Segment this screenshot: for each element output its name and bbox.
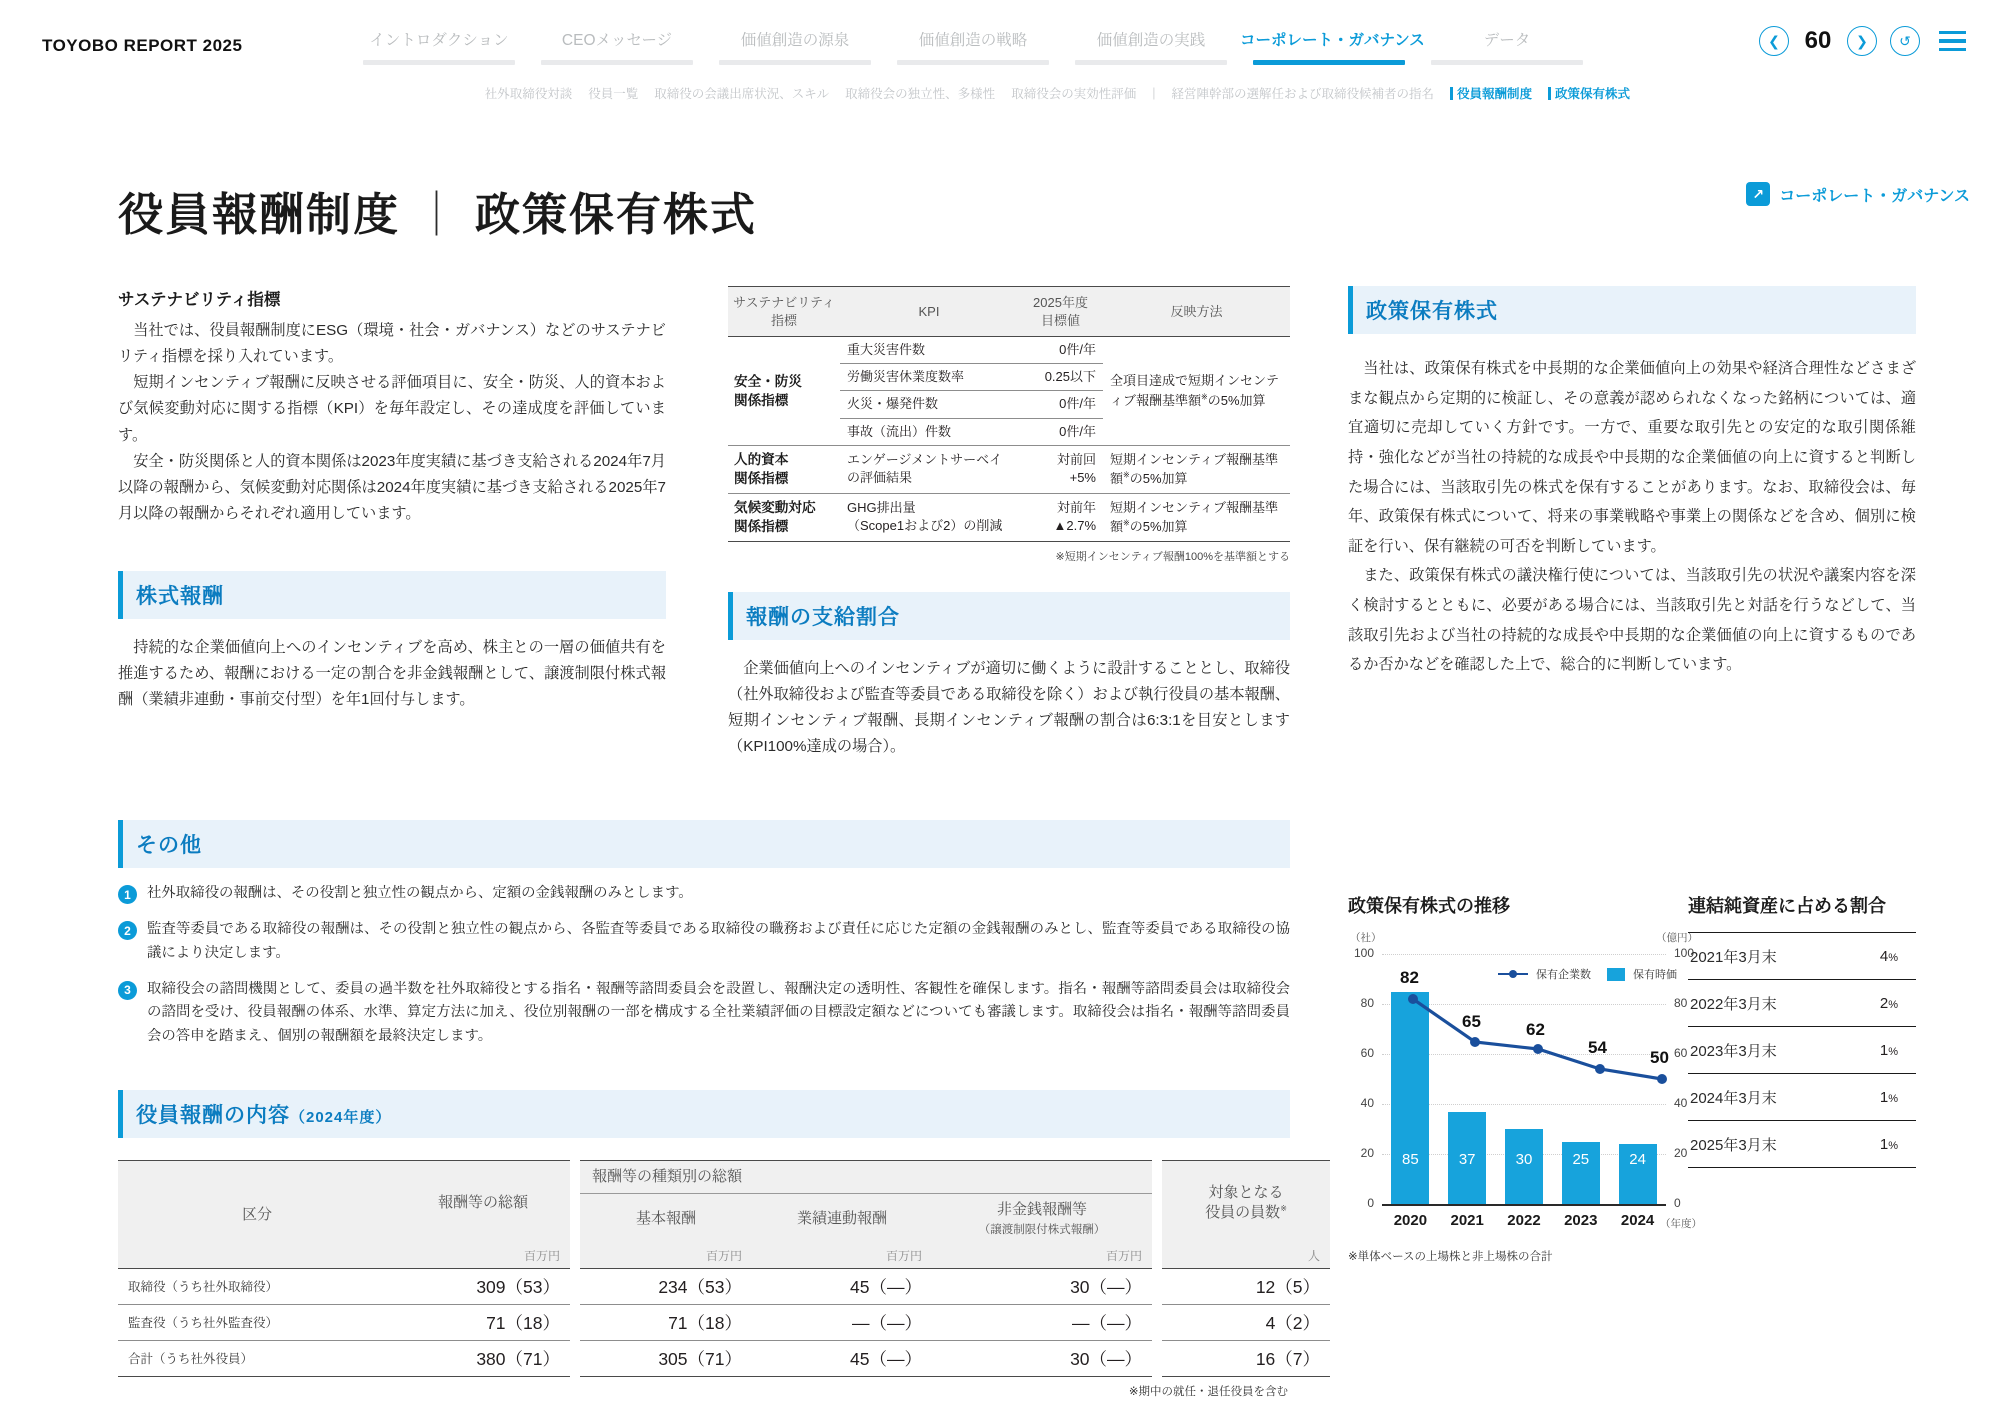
kpi-table [728, 286, 1290, 542]
comp-header-row-1 [118, 1161, 1330, 1194]
chart-ytick-left: 20 [1360, 1146, 1374, 1160]
ratio-table-section [1688, 892, 1916, 1168]
chart-bar-cell [1505, 1129, 1543, 1204]
comp-col-spacer [570, 1161, 580, 1269]
chart-ytick-right: 20 [1674, 1146, 1688, 1160]
chart-title: 政策保有株式の推移 [1348, 896, 1510, 916]
ratio-value-number: 4 [1879, 948, 1889, 965]
subnav-item-remuneration-system[interactable]: 役員報酬制度 [1450, 84, 1532, 102]
ratio-value-number: 1 [1879, 1042, 1889, 1059]
comp-header-group: 報酬等の種類別の総額 [580, 1161, 1152, 1194]
kpi-table-header-row [728, 287, 1290, 337]
kpi-method-text: の5%加算 [1129, 519, 1188, 535]
comp-header-nonmoney-main: 非金銭報酬等 [997, 1200, 1088, 1218]
nav-label: CEOメッセージ [561, 32, 673, 49]
others-list [118, 882, 1290, 1048]
page-header [0, 0, 2000, 100]
ratio-value-unit: % [1888, 1093, 1898, 1105]
kpi-method-text: 全項目達成で短期インセンティブ報酬基準額 [1110, 373, 1280, 408]
kpi-header-line: 指標 [770, 312, 797, 328]
stock-comp-heading: 株式報酬 [136, 585, 224, 609]
policy-stock-paragraph: 当社は、政策保有株式を中長期的な企業価値向上の効果や経済合理性などさまざまな観点から定期的に検証し、その意義が認められなくなった銘柄については、適宜適切に売却していく方針です。一方で、重要な取引先との安定的な取引関係維持・強化などが当社の持続的な成長や中長期的な企業価値の向上に資すると判断した場合には、当該取引先の株式を保有することがあります。なお、取締役会は、毎年、政策保有株式について、将来の事業戦略や事業上の関係などを含め、個別に検証を行い、保有継続の可否を判断しています。 [1348, 360, 1916, 555]
others-section [118, 820, 1290, 1061]
nav-item-value-creation-source[interactable] [706, 28, 884, 65]
policy-stock-body [1348, 354, 1916, 680]
kpi-target [1018, 445, 1103, 493]
chart-bar-cell [1562, 1142, 1600, 1204]
comp-cell-nonmoney: 30（—） [932, 1268, 1152, 1304]
others-list-item [118, 918, 1290, 965]
subnav-divider: | [1152, 86, 1156, 100]
nav-label: 価値創造の戦略 [918, 32, 1028, 49]
comp-cell-nonmoney: —（—） [932, 1304, 1152, 1340]
prev-page-icon[interactable]: ❮ [1759, 26, 1789, 56]
comp-cell-perf: 45（—） [752, 1340, 932, 1376]
ratio-value [1849, 1074, 1916, 1121]
ratio-value-unit: % [1888, 952, 1898, 964]
ratio-period: 2021年3月末 [1688, 933, 1849, 980]
comp-cell-total: 309（53） [396, 1268, 570, 1304]
comp-col-spacer [570, 1340, 580, 1376]
ratio-value-unit: % [1888, 999, 1898, 1011]
ratio-value [1849, 1121, 1916, 1168]
subnav-item-policy-shareholdings[interactable]: 政策保有株式 [1548, 84, 1630, 102]
kpi-name-line: エンゲージメントサーベイ [847, 452, 1003, 468]
kpi-name: 労働災害休業度数率 [840, 364, 1018, 391]
comp-header-kubun: 区分 [118, 1161, 396, 1269]
comp-unit-count: 人 [1162, 1245, 1330, 1269]
comp-unit-nonmoney: 百万円 [932, 1245, 1152, 1269]
nav-item-corporate-governance[interactable] [1240, 28, 1425, 65]
comp-unit-perf: 百万円 [752, 1245, 932, 1269]
ratio-value-number: 1 [1879, 1089, 1889, 1106]
chart-bar-cell [1619, 1144, 1657, 1204]
comp-row-label-main: 取締役 [128, 1280, 166, 1294]
chart-ytick-left: 40 [1360, 1096, 1374, 1110]
policy-stock-paragraph: また、政策保有株式の議決権行使については、当該取引先の状況や議案内容を深く検討するとともに、必要がある場合には、当該取引先と対話を行うなどして、当該取引先および当社の持続的な成長や中長期的な企業価値の向上に資するものであるか否かなどを確認した上で、総合的に判断しています。 [1348, 567, 1916, 674]
kpi-header-line: サステナビリティ [733, 295, 835, 310]
header-tools [1759, 26, 1966, 56]
comp-row-label-auditor [118, 1304, 396, 1340]
pay-ratio-body [728, 656, 1290, 761]
page-number: 60 [1804, 27, 1832, 54]
chart-ytick-left: 60 [1360, 1046, 1374, 1060]
ratio-value [1849, 1027, 1916, 1074]
stock-comp-header [118, 571, 666, 619]
kpi-method-text: 短期インセンティブ報酬基準額 [1110, 499, 1278, 535]
sustainability-paragraph: 当社では、役員報酬制度にESG（環境・社会・ガバナンス）などのサステナビリティ指標を採り入れています。 [118, 322, 666, 366]
legend-label-line: 保有企業数 [1536, 969, 1591, 981]
nav-item-ceo-message[interactable] [528, 28, 706, 65]
subnav-item-independence-diversity[interactable]: 取締役会の独立性、多様性 [845, 87, 996, 101]
main-navigation [350, 28, 1630, 65]
nav-underline [1253, 60, 1405, 65]
kpi-category-line: 安全・防災 [734, 373, 802, 389]
chart-ytick-left: 100 [1353, 946, 1374, 960]
ratio-table [1688, 932, 1916, 1168]
chart-ytick-left: 0 [1367, 1196, 1374, 1210]
chart-xlabel: 2024 [1620, 1212, 1655, 1229]
chart-bar[interactable] [1619, 1144, 1657, 1204]
kpi-category-safety [728, 337, 840, 446]
nav-item-value-creation-strategy[interactable] [884, 28, 1062, 65]
others-list-item [118, 882, 1290, 905]
kpi-header-kpi: KPI [840, 287, 1018, 337]
chart-xlabel: 2020 [1393, 1212, 1428, 1229]
kpi-name [840, 493, 1018, 541]
next-page-icon[interactable]: ❯ [1847, 26, 1877, 56]
table-row [1688, 933, 1916, 980]
chart-xlabel: 2021 [1450, 1212, 1484, 1229]
column-left [118, 286, 666, 714]
comp-header-basic: 基本報酬 [580, 1193, 752, 1245]
ratio-value [1849, 933, 1916, 980]
legend-label-bar: 保有時価 [1633, 969, 1677, 981]
sub-navigation [350, 84, 1630, 102]
comp-col-spacer [570, 1268, 580, 1304]
comp-unit-total: 百万円 [396, 1245, 570, 1269]
pay-ratio-heading: 報酬の支給割合 [746, 605, 900, 629]
nav-underline [1075, 60, 1227, 65]
kpi-row [728, 445, 1290, 493]
subnav-item-effectiveness-eval[interactable]: 取締役会の実効性評価 [1011, 87, 1137, 101]
kpi-target: 0件/年 [1018, 418, 1103, 445]
kpi-method-text: の5%加算 [1129, 471, 1188, 487]
chapter-tag-label: コーポレート・ガバナンス [1779, 187, 1970, 205]
nav-underline [897, 60, 1049, 65]
chart-bar-value: 30 [1515, 1151, 1533, 1168]
comp-table-heading [136, 1099, 391, 1129]
table-row [1688, 1121, 1916, 1168]
chart-line-label: 65 [1462, 1012, 1481, 1031]
policy-stock-header [1348, 286, 1916, 334]
kpi-method-mark: ※ [1123, 471, 1130, 481]
kpi-header-line: 目標値 [1040, 312, 1080, 328]
chart-xlabel: 2022 [1507, 1212, 1541, 1229]
list-item-text: 取締役会の諮問機関として、委員の過半数を社外取締役とする指名・報酬等諮問委員会を設置し、報酬決定の透明性、客観性を確保します。指名・報酬等諮問委員会は取締役会の諮問を受け、役員報酬の体系、水準、算定方法に加え、役位別報酬の一部を構成する全社業績評価の目標設定額などについても審議します。取締役会は指名・報酬等諮問委員会の答申を踏まえ、個別の報酬額を最終決定します。 [147, 980, 1290, 1044]
kpi-category-human-capital [728, 445, 840, 493]
chart-line-label: 50 [1650, 1048, 1669, 1067]
kpi-category-climate [728, 493, 840, 541]
kpi-target: 0件/年 [1018, 391, 1103, 418]
nav-label: イントロダクション [369, 32, 509, 49]
comp-col-spacer [1152, 1340, 1162, 1376]
kpi-header-indicator [728, 287, 840, 337]
ratio-value [1849, 980, 1916, 1027]
list-number-badge: 1 [118, 885, 137, 904]
table-row [1688, 980, 1916, 1027]
comp-cell-basic: 234（53） [580, 1268, 752, 1304]
kpi-category-line: 関係指標 [734, 471, 789, 487]
chart-bar-cell [1391, 992, 1429, 1204]
ratio-value-number: 1 [1879, 1136, 1889, 1153]
list-number-badge: 2 [118, 921, 137, 940]
comp-header-count-line: 対象となる [1208, 1184, 1284, 1202]
column-middle [728, 286, 1290, 760]
chart-bar-cell [1448, 1112, 1486, 1204]
pay-ratio-header [728, 592, 1290, 640]
page-title-main: 役員報酬制度 [118, 189, 401, 240]
kpi-target-line: 対前年 [1056, 500, 1096, 516]
comp-cell-basic: 305（71） [580, 1340, 752, 1376]
kpi-category-line: 気候変動対応 [734, 500, 816, 516]
chart-ytick-left: 80 [1360, 996, 1374, 1010]
comp-col-spacer [1152, 1268, 1162, 1304]
comp-row-label-main: 監査役 [128, 1316, 166, 1330]
external-link-icon: ↗ [1746, 182, 1770, 206]
hamburger-menu-icon[interactable] [1939, 31, 1966, 51]
comp-cell-count: 16（7） [1162, 1340, 1330, 1376]
kpi-target: 0.25以下 [1018, 364, 1103, 391]
chart-bar[interactable] [1448, 1112, 1486, 1204]
chart-bars [1382, 954, 1666, 1204]
kpi-target [1018, 493, 1103, 541]
kpi-row [728, 493, 1290, 541]
comp-row-label-sub: （うち社外取締役） [165, 1280, 279, 1294]
chart-ytick-right: 60 [1674, 1046, 1688, 1060]
chart-plot-area [1348, 932, 1702, 1230]
comp-row-label-total [118, 1340, 396, 1376]
comp-cell-basic: 71（18） [580, 1304, 752, 1340]
kpi-header-method: 反映方法 [1103, 287, 1290, 337]
comp-header-count-line: 役員の員数 [1205, 1203, 1281, 1221]
chart-bar[interactable] [1562, 1142, 1600, 1204]
kpi-name: 事故（流出）件数 [840, 418, 1018, 445]
kpi-row [728, 337, 1290, 364]
page-title-secondary: 政策保有株式 [475, 189, 758, 240]
list-item-text: 社外取締役の報酬は、その役割と独立性の観点から、定額の金銭報酬のみとします。 [147, 885, 693, 901]
policy-stock-heading: 政策保有株式 [1366, 300, 1498, 323]
sustainability-body [118, 318, 666, 527]
comp-col-spacer [1152, 1161, 1162, 1269]
comp-row-label-director [118, 1268, 396, 1304]
comp-cell-perf: 45（—） [752, 1268, 932, 1304]
nav-underline [541, 60, 693, 65]
ratio-value-unit: % [1888, 1046, 1898, 1058]
comp-header-nonmoney-sub: （譲渡制限付株式報酬） [978, 1224, 1106, 1236]
kpi-header-target [1018, 287, 1103, 337]
ratio-period: 2023年3月末 [1688, 1027, 1849, 1074]
chart-bar[interactable] [1505, 1129, 1543, 1204]
comp-col-spacer [1152, 1304, 1162, 1340]
sustainability-paragraph: 安全・防災関係と人的資本関係は2023年度実績に基づき支給される2024年7月以降の報酬から、気候変動対応関係は2024年度実績に基づき支給される2025年7月以降の報酬からそれぞれ適用しています。 [118, 452, 666, 522]
chart-bar-value: 24 [1629, 1151, 1646, 1168]
stock-comp-paragraph: 持続的な企業価値向上へのインセンティブを高め、株主との一層の価値共有を推進するため、報酬における一定の割合を非金銭報酬として、譲渡制限付株式報酬（業績非連動・事前交付型）を年1回付与します。 [118, 639, 666, 709]
comp-header-total: 報酬等の総額 [396, 1161, 570, 1245]
chart-ytick-right: 40 [1674, 1096, 1688, 1110]
chart-ytick-right: 80 [1674, 996, 1688, 1010]
chart-line-label: 62 [1526, 1020, 1545, 1039]
kpi-target-line: +5% [1069, 470, 1096, 486]
comp-cell-count: 4（2） [1162, 1304, 1330, 1340]
chart-ytick-right: 0 [1674, 1196, 1681, 1210]
kpi-method-mark: ※ [1201, 392, 1208, 402]
kpi-category-line: 関係指標 [734, 392, 789, 408]
comp-heading-sub: （2024年度） [290, 1109, 392, 1126]
kpi-name-line: （Scope1および2）の削減 [847, 518, 1003, 534]
others-list-item [118, 978, 1290, 1048]
comp-table-note: ※期中の就任・退任役員を含む [1128, 1385, 1288, 1398]
ratio-value-unit: % [1888, 1140, 1898, 1152]
comp-cell-nonmoney: 30（—） [932, 1340, 1152, 1376]
kpi-target: 0件/年 [1018, 337, 1103, 364]
comp-row-label-sub: （うち社外監査役） [165, 1316, 279, 1330]
kpi-table-note: ※短期インセンティブ報酬100%を基準額とする [1055, 550, 1290, 563]
comp-heading-main: 役員報酬の内容 [136, 1104, 290, 1127]
table-row [1688, 1027, 1916, 1074]
nav-underline [1431, 60, 1583, 65]
ratio-value-number: 2 [1879, 995, 1889, 1012]
sustainability-heading: サステナビリティ指標 [118, 291, 281, 309]
sustainability-paragraph: 短期インセンティブ報酬に反映させる評価項目に、安全・防災、人的資本および気候変動対応に関する指標（KPI）を毎年設定し、その達成度を評価しています。 [118, 374, 666, 444]
kpi-header-line: 2025年度 [1033, 295, 1088, 310]
pay-ratio-paragraph: 企業価値向上へのインセンティブが適切に働くように設計することとし、取締役（社外取締役および監査等委員である取締役を除く）および執行役員の基本報酬、短期インセンティブ報酬、長期インセンティブ報酬の割合は6:3:1を目安とします（KPI100%達成の場合）。 [728, 659, 1290, 756]
nav-label: 価値創造の源泉 [740, 32, 850, 49]
kpi-method-human-capital [1103, 445, 1290, 493]
nav-item-value-creation-practice[interactable] [1062, 28, 1240, 65]
chart-left-unit: （社） [1350, 932, 1382, 944]
brand-title: TOYOBO REPORT 2025 [42, 36, 243, 55]
comp-table-header-bar [118, 1090, 1290, 1138]
kpi-name-line: GHG排出量 [847, 500, 916, 516]
chart-xaxis-unit: （年度） [1660, 1218, 1702, 1230]
nav-underline [363, 60, 515, 65]
chart-baseline [1382, 1204, 1666, 1206]
chart-bar[interactable] [1391, 992, 1429, 1204]
chart-line-label: 54 [1588, 1038, 1607, 1057]
ratio-table-title: 連結純資産に占める割合 [1688, 896, 1886, 916]
kpi-category-line: 関係指標 [734, 519, 789, 535]
kpi-name: 火災・爆発件数 [840, 391, 1018, 418]
ratio-period: 2024年3月末 [1688, 1074, 1849, 1121]
subnav-item-attendance-skill[interactable]: 取締役の会議出席状況、スキル [654, 87, 830, 101]
kpi-method-text: 短期インセンティブ報酬基準額 [1110, 451, 1278, 487]
nav-underline [719, 60, 871, 65]
kpi-name: 重大災害件数 [840, 337, 1018, 364]
chart-bar-value: 25 [1572, 1151, 1590, 1168]
subnav-item-officer-list[interactable]: 役員一覧 [588, 87, 639, 101]
subnav-item-outside-director-talk[interactable]: 社外取締役対談 [484, 87, 573, 101]
comp-header-count-mark: ※ [1280, 1203, 1287, 1213]
kpi-name [840, 445, 1018, 493]
comp-cell-count: 12（5） [1162, 1268, 1330, 1304]
ratio-period: 2025年3月末 [1688, 1121, 1849, 1168]
comp-cell-perf: —（—） [752, 1304, 932, 1340]
comp-cell-total: 71（18） [396, 1304, 570, 1340]
chart-xlabel: 2023 [1564, 1212, 1598, 1229]
comp-header-perf: 業績連動報酬 [752, 1193, 932, 1245]
nav-label: データ [1483, 32, 1531, 49]
others-heading: その他 [136, 834, 202, 857]
chart-xaxis-labels [1382, 1212, 1666, 1229]
chapter-tag[interactable] [1746, 182, 1970, 206]
page-title [118, 178, 757, 243]
compensation-table [118, 1160, 1330, 1377]
nav-label: 価値創造の実践 [1096, 32, 1206, 49]
chart-right-unit: （億円） [1656, 932, 1698, 944]
kpi-method-climate [1103, 493, 1290, 541]
comp-col-spacer [570, 1304, 580, 1340]
comp-cell-total: 380（71） [396, 1340, 570, 1376]
comp-row-label-main: 合計 [128, 1352, 154, 1366]
comp-header-nonmoney [932, 1193, 1152, 1245]
chart-bar-value: 85 [1402, 1151, 1419, 1168]
table-row [1688, 1074, 1916, 1121]
table-row [118, 1268, 1330, 1304]
comp-header-count [1162, 1161, 1330, 1245]
comp-row-label-sub: （うち社外役員） [153, 1352, 254, 1366]
nav-label: コーポレート・ガバナンス [1240, 32, 1425, 49]
return-arrow-icon[interactable]: ↺ [1890, 26, 1920, 56]
kpi-method-text: の5%加算 [1207, 392, 1266, 408]
table-row [118, 1340, 1330, 1376]
kpi-method-mark: ※ [1123, 519, 1130, 529]
stock-comp-body [118, 635, 666, 713]
nav-item-introduction[interactable] [350, 28, 528, 65]
chart-bar-value: 37 [1458, 1151, 1476, 1168]
subnav-item-nomination[interactable]: 経営陣幹部の選解任および取締役候補者の指名 [1171, 87, 1434, 101]
kpi-category-line: 人的資本 [734, 452, 789, 468]
comp-unit-basic: 百万円 [580, 1245, 752, 1269]
list-number-badge: 3 [118, 981, 137, 1000]
ratio-period: 2022年3月末 [1688, 980, 1849, 1027]
chart-ytick-right: 100 [1674, 946, 1695, 960]
list-item-text: 監査等委員である取締役の報酬は、その役割と独立性の観点から、各監査等委員である取締役の職務および責任に応じた定額の金銭報酬のみとし、監査等委員である取締役の協議により決定します。 [147, 921, 1290, 961]
chart-note: ※単体ベースの上場株と非上場株の合計 [1348, 1251, 1553, 1263]
nav-item-data[interactable] [1418, 28, 1596, 65]
comp-table-section [118, 1090, 1321, 1399]
title-divider: ｜ [414, 189, 462, 240]
kpi-target-line: 対前回 [1056, 452, 1096, 468]
others-header [118, 820, 1290, 868]
kpi-name-line: の評価結果 [847, 470, 913, 486]
kpi-target-line: ▲2.7% [1053, 518, 1096, 534]
chart-line-label: 82 [1400, 968, 1419, 987]
policy-stock-chart [1348, 892, 1700, 1264]
kpi-method-safety [1103, 337, 1290, 446]
table-row [118, 1304, 1330, 1340]
column-right [1348, 286, 1916, 680]
